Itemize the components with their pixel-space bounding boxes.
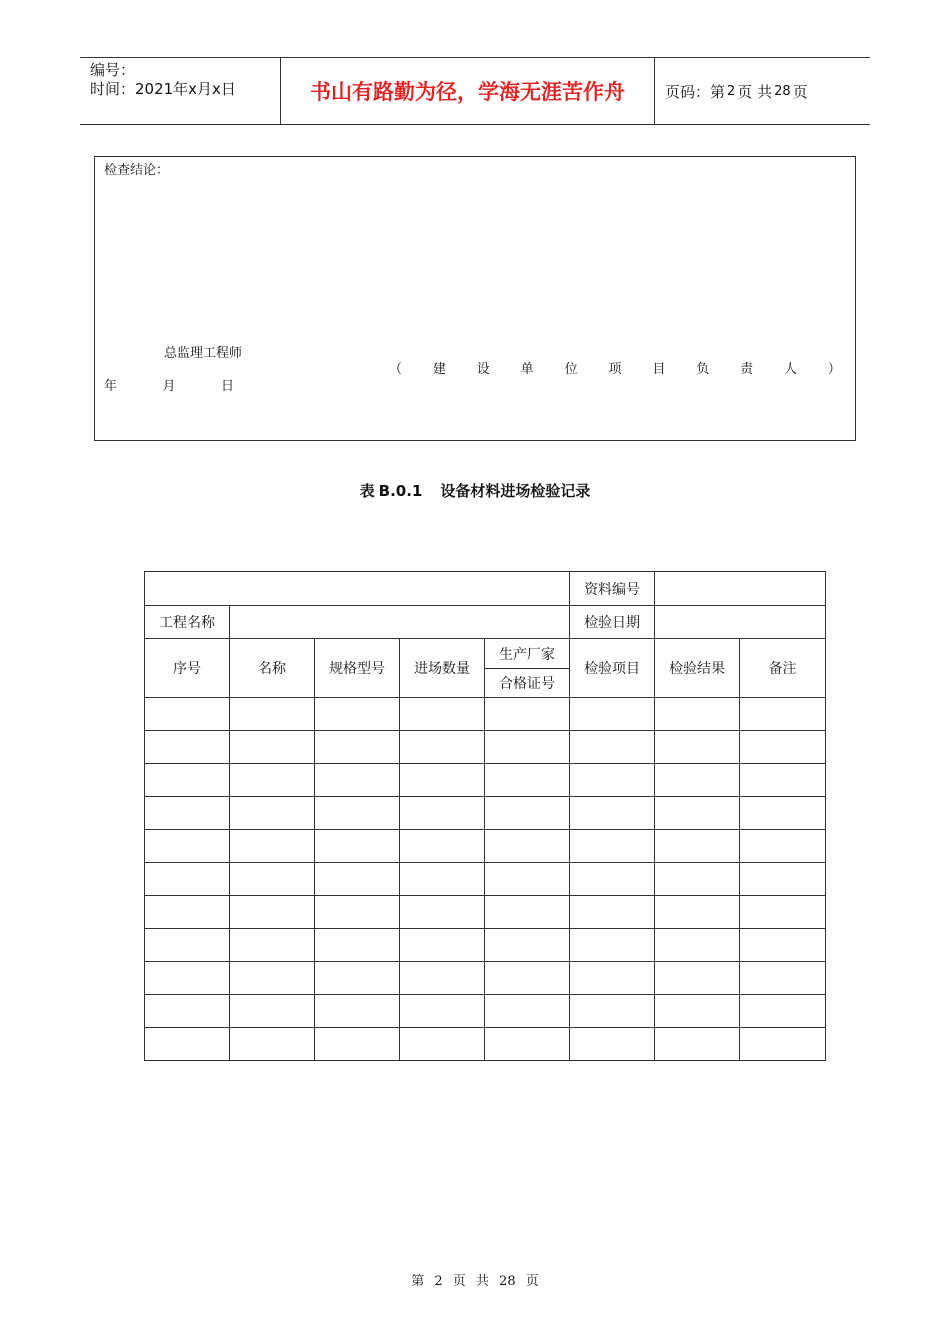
- table-row: [145, 698, 826, 731]
- table-cell[interactable]: [570, 995, 655, 1028]
- table-cell[interactable]: [740, 995, 826, 1028]
- table-cell[interactable]: [655, 962, 740, 995]
- owner-char: 项: [608, 362, 622, 377]
- page-suffix: 页: [792, 82, 808, 101]
- document-time: 时间：2021年x月x日: [90, 80, 236, 98]
- owner-char: 负: [696, 362, 710, 377]
- table-cell[interactable]: [230, 797, 315, 830]
- table-blank-header[interactable]: [145, 572, 570, 606]
- table-cell[interactable]: [230, 731, 315, 764]
- table-cell[interactable]: [315, 896, 400, 929]
- table-cell[interactable]: [315, 995, 400, 1028]
- table-cell[interactable]: [145, 995, 230, 1028]
- table-row: [145, 764, 826, 797]
- table-cell[interactable]: [400, 764, 485, 797]
- table-cell[interactable]: [145, 929, 230, 962]
- conclusion-label: 检查结论：: [104, 163, 170, 178]
- inspection-date-label: 检验日期: [570, 606, 655, 639]
- table-cell[interactable]: [230, 929, 315, 962]
- table-cell[interactable]: [655, 896, 740, 929]
- page-mid: 页 共: [737, 82, 773, 101]
- column-header-seq: 序号: [145, 639, 230, 698]
- table-row: [145, 606, 826, 639]
- table-cell[interactable]: [740, 764, 826, 797]
- table-cell[interactable]: [400, 962, 485, 995]
- table-cell[interactable]: [315, 764, 400, 797]
- table-row: [145, 1028, 826, 1061]
- table-cell[interactable]: [145, 764, 230, 797]
- table-cell[interactable]: [740, 962, 826, 995]
- date-year: 年: [104, 379, 118, 394]
- owner-char: 设: [476, 362, 490, 377]
- owner-char: ）: [827, 362, 841, 377]
- table-cell[interactable]: [485, 962, 570, 995]
- table-row: [145, 863, 826, 896]
- table-cell[interactable]: [400, 995, 485, 1028]
- table-cell[interactable]: [315, 797, 400, 830]
- table-cell[interactable]: [485, 995, 570, 1028]
- project-name-label: 工程名称: [145, 606, 230, 639]
- table-cell[interactable]: [145, 863, 230, 896]
- table-cell[interactable]: [400, 1028, 485, 1061]
- signature-date: [104, 375, 234, 394]
- table-cell[interactable]: [740, 1028, 826, 1061]
- table-cell[interactable]: [230, 896, 315, 929]
- table-row: [145, 962, 826, 995]
- table-cell[interactable]: [740, 863, 826, 896]
- material-inspection-table: [144, 571, 826, 1061]
- table-cell[interactable]: [315, 1028, 400, 1061]
- table-row: [145, 731, 826, 764]
- table-cell[interactable]: [485, 830, 570, 863]
- table-title: [0, 480, 950, 501]
- owner-responsible-label: [389, 358, 841, 377]
- table-cell[interactable]: [400, 896, 485, 929]
- table-cell[interactable]: [145, 698, 230, 731]
- table-cell[interactable]: [230, 830, 315, 863]
- table-cell[interactable]: [315, 698, 400, 731]
- table-row: [145, 929, 826, 962]
- table-cell[interactable]: [655, 830, 740, 863]
- table-cell[interactable]: [655, 929, 740, 962]
- date-day: 日: [220, 379, 234, 394]
- table-row: [145, 896, 826, 929]
- table-cell[interactable]: [485, 896, 570, 929]
- table-cell[interactable]: [400, 929, 485, 962]
- column-header-certificate: 合格证号: [485, 669, 570, 698]
- table-cell[interactable]: [570, 731, 655, 764]
- table-cell[interactable]: [230, 962, 315, 995]
- project-name-field[interactable]: [230, 606, 570, 639]
- table-cell[interactable]: [570, 896, 655, 929]
- column-header-remark: 备注: [740, 639, 826, 698]
- table-cell[interactable]: [145, 797, 230, 830]
- table-cell[interactable]: [315, 962, 400, 995]
- table-cell[interactable]: [400, 731, 485, 764]
- doc-number-field[interactable]: [655, 572, 826, 606]
- table-cell[interactable]: [570, 797, 655, 830]
- table-cell[interactable]: [145, 1028, 230, 1061]
- doc-number-label: 资料编号: [570, 572, 655, 606]
- table-cell[interactable]: [485, 1028, 570, 1061]
- table-cell[interactable]: [485, 797, 570, 830]
- table-cell[interactable]: [230, 863, 315, 896]
- column-header-name: 名称: [230, 639, 315, 698]
- table-cell[interactable]: [230, 698, 315, 731]
- table-code: B.0.1: [378, 482, 423, 500]
- table-row: [145, 830, 826, 863]
- table-name: 设备材料进场检验记录: [440, 482, 591, 500]
- table-cell[interactable]: [570, 764, 655, 797]
- table-cell[interactable]: [315, 731, 400, 764]
- table-cell[interactable]: [230, 764, 315, 797]
- table-cell[interactable]: [655, 731, 740, 764]
- page-total: 28: [774, 83, 791, 99]
- chief-engineer-label: 总监理工程师: [164, 346, 243, 361]
- table-cell[interactable]: [655, 764, 740, 797]
- header-motto: 书山有路勤为径，学海无涯苦作舟: [281, 58, 655, 124]
- table-cell[interactable]: [655, 863, 740, 896]
- table-cell[interactable]: [485, 764, 570, 797]
- table-cell[interactable]: [740, 830, 826, 863]
- table-cell[interactable]: [570, 830, 655, 863]
- column-header-spec: 规格型号: [315, 639, 400, 698]
- header-page-info: [655, 58, 870, 124]
- table-cell[interactable]: [400, 797, 485, 830]
- date-month: 月: [162, 379, 176, 394]
- table-cell[interactable]: [400, 830, 485, 863]
- table-row: [145, 797, 826, 830]
- owner-char: 人: [784, 362, 798, 377]
- column-header-quantity: 进场数量: [400, 639, 485, 698]
- owner-char: 建: [432, 362, 446, 377]
- table-cell[interactable]: [230, 995, 315, 1028]
- owner-char: 目: [652, 362, 666, 377]
- column-header-result: 检验结果: [655, 639, 740, 698]
- table-cell[interactable]: [740, 797, 826, 830]
- page-prefix: 页码：第: [665, 82, 726, 101]
- table-cell[interactable]: [145, 962, 230, 995]
- table-cell[interactable]: [485, 929, 570, 962]
- column-header-item: 检验项目: [570, 639, 655, 698]
- inspection-conclusion-box: [94, 156, 856, 441]
- table-header-row: [145, 639, 826, 669]
- table-cell[interactable]: [740, 698, 826, 731]
- table-cell[interactable]: [315, 830, 400, 863]
- owner-char: 责: [740, 362, 754, 377]
- document-number-label: 编号：: [90, 61, 136, 79]
- table-row: [145, 572, 826, 606]
- page-header: [80, 57, 870, 125]
- table-cell[interactable]: [570, 962, 655, 995]
- table-cell[interactable]: [400, 863, 485, 896]
- owner-char: 单: [520, 362, 534, 377]
- table-cell[interactable]: [315, 929, 400, 962]
- table-cell[interactable]: [485, 731, 570, 764]
- table-cell[interactable]: [315, 863, 400, 896]
- table-cell[interactable]: [570, 863, 655, 896]
- table-cell[interactable]: [570, 698, 655, 731]
- table-cell[interactable]: [145, 731, 230, 764]
- table-cell[interactable]: [400, 698, 485, 731]
- table-cell[interactable]: [655, 797, 740, 830]
- table-cell[interactable]: [740, 896, 826, 929]
- table-cell[interactable]: [740, 731, 826, 764]
- table-cell[interactable]: [485, 698, 570, 731]
- table-cell[interactable]: [655, 995, 740, 1028]
- inspection-date-field[interactable]: [655, 606, 826, 639]
- page-current: 2: [727, 83, 736, 99]
- table-cell[interactable]: [655, 698, 740, 731]
- table-cell[interactable]: [570, 929, 655, 962]
- owner-char: 位: [564, 362, 578, 377]
- table-cell[interactable]: [655, 1028, 740, 1061]
- page-footer: 第 2 页 共 28 页: [411, 1274, 539, 1289]
- table-cell[interactable]: [230, 1028, 315, 1061]
- table-cell[interactable]: [570, 1028, 655, 1061]
- table-cell[interactable]: [485, 863, 570, 896]
- owner-char: （: [389, 362, 403, 377]
- table-cell[interactable]: [145, 830, 230, 863]
- column-header-manufacturer: 生产厂家: [485, 639, 570, 669]
- table-row: [145, 995, 826, 1028]
- header-meta: [80, 58, 281, 124]
- table-cell[interactable]: [740, 929, 826, 962]
- table-title-prefix: 表: [359, 482, 375, 500]
- table-cell[interactable]: [145, 896, 230, 929]
